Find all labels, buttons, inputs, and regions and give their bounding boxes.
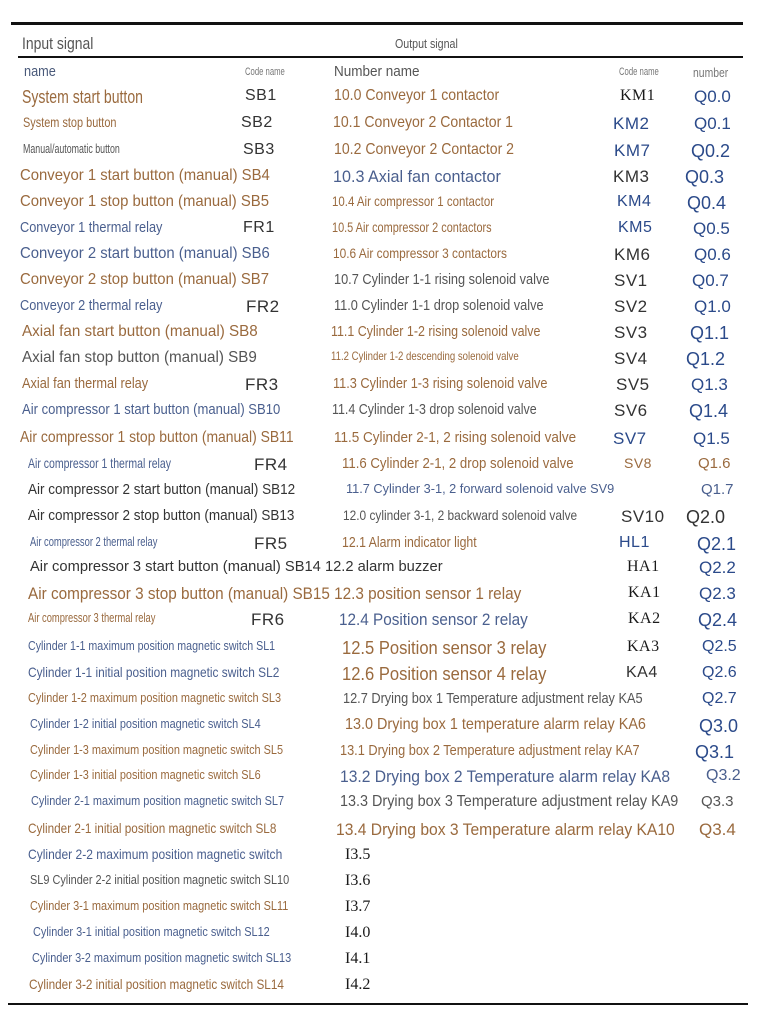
output-number-name: 10.2 Conveyor 2 Contactor 2 xyxy=(334,141,515,158)
output-number: Q2.4 xyxy=(698,610,738,630)
input-name: System start button xyxy=(22,87,143,107)
output-number-name: 10.3 Axial fan contactor xyxy=(333,167,501,186)
input-name: Cylinder 2-2 maximum position magnetic switch xyxy=(28,846,283,862)
input-code: SB3 xyxy=(243,141,275,158)
output-code: SV2 xyxy=(614,297,648,316)
output-number-name: 12.7 Drying box 1 Temperature adjustment relay KA5 xyxy=(343,690,643,707)
output-number-name: I4.1 xyxy=(345,950,371,967)
output-number: Q3.4 xyxy=(699,820,736,839)
output-number-name: 11.2 Cylinder 1-2 descending solenoid valve xyxy=(331,349,519,363)
output-number-name: 12.6 Position sensor 4 relay xyxy=(342,664,547,684)
output-number-name: 11.7 Cylinder 3-1, 2 forward solenoid valve SV9 xyxy=(346,481,615,496)
output-number-name: 12.4 Position sensor 2 relay xyxy=(339,610,528,629)
output-number: Q3.3 xyxy=(701,793,734,810)
output-number: Q2.7 xyxy=(702,690,737,707)
output-number-name: 11.5 Cylinder 2-1, 2 rising solenoid valve xyxy=(334,429,577,446)
output-number-name: 11.6 Cylinder 2-1, 2 drop solenoid valve xyxy=(342,455,574,472)
input-name: Cylinder 2-1 initial position magnetic switch SL8 xyxy=(28,820,277,836)
input-name: Cylinder 3-1 initial position magnetic switch SL12 xyxy=(33,924,270,939)
output-number: Q1.1 xyxy=(690,323,730,343)
output-code: KM2 xyxy=(613,114,650,133)
input-code: FR2 xyxy=(246,297,280,316)
output-number-name: 10.0 Conveyor 1 contactor xyxy=(334,87,500,104)
input-name: Conveyor 1 stop button (manual) SB5 xyxy=(20,193,269,210)
output-number: Q0.5 xyxy=(693,219,730,238)
input-code: FR3 xyxy=(245,375,279,394)
output-number-name: 13.1 Drying box 2 Temperature adjustment relay KA7 xyxy=(340,742,640,759)
input-code: FR5 xyxy=(254,534,288,553)
input-name: Cylinder 1-2 initial position magnetic switch SL4 xyxy=(30,716,261,731)
number-col-header: number xyxy=(693,65,729,80)
output-number-name: I3.7 xyxy=(345,898,371,915)
header-rule xyxy=(18,56,743,58)
output-number-name: 10.6 Air compressor 3 contactors xyxy=(333,245,507,261)
output-number: Q1.3 xyxy=(691,375,728,394)
output-number: Q0.6 xyxy=(694,245,731,264)
output-number: Q2.0 xyxy=(686,507,726,527)
input-name: Air compressor 1 start button (manual) SB10 xyxy=(22,401,281,418)
output-number-name: 12.0 cylinder 3-1, 2 backward solenoid valve xyxy=(343,507,578,523)
input-name: Manual/automatic button xyxy=(23,141,120,156)
output-code: HL1 xyxy=(619,534,650,551)
output-number-name: 13.2 Drying box 2 Temperature alarm relay KA8 xyxy=(340,767,671,786)
output-code: KM5 xyxy=(618,219,653,236)
output-number: Q1.7 xyxy=(701,481,734,498)
output-code: SV3 xyxy=(614,323,648,342)
output-number: Q1.2 xyxy=(686,349,726,369)
output-number-name: I3.5 xyxy=(345,846,371,863)
output-code: SV4 xyxy=(614,349,648,368)
output-number: Q2.3 xyxy=(699,584,736,603)
output-number: Q2.6 xyxy=(702,664,737,681)
output-number: Q0.4 xyxy=(687,193,727,213)
input-name: Air compressor 2 start button (manual) SB12 xyxy=(28,481,296,498)
output-number-name: 11.4 Cylinder 1-3 drop solenoid valve xyxy=(332,401,537,418)
output-number: Q0.7 xyxy=(692,271,729,290)
input-signal-header: Input signal xyxy=(22,34,94,53)
output-number-name: I3.6 xyxy=(345,872,371,889)
output-number-name: 10.7 Cylinder 1-1 rising solenoid valve xyxy=(334,271,550,288)
code-name-in-col-header: Code name xyxy=(245,66,285,78)
input-name: Air compressor 3 start button (manual) SB14 12.2 alarm buzzer xyxy=(30,558,443,575)
output-number-name: 11.1 Cylinder 1-2 rising solenoid valve xyxy=(331,323,541,340)
output-number: Q1.5 xyxy=(693,429,730,448)
input-name: Cylinder 1-3 initial position magnetic switch SL6 xyxy=(30,767,261,782)
code-name-out-col-header: Code name xyxy=(619,66,659,78)
output-number: Q1.6 xyxy=(698,455,731,472)
top-rule xyxy=(11,22,743,25)
output-number: Q1.0 xyxy=(694,297,731,316)
input-code: FR1 xyxy=(243,219,275,236)
output-code: KM7 xyxy=(614,141,651,160)
input-name: Air compressor 2 thermal relay xyxy=(30,534,158,549)
input-code: SB2 xyxy=(241,114,273,131)
output-code: SV10 xyxy=(621,507,665,526)
input-name: Conveyor 2 start button (manual) SB6 xyxy=(20,245,270,262)
output-code: KA1 xyxy=(628,584,661,601)
output-number-name: 11.3 Cylinder 1-3 rising solenoid valve xyxy=(333,375,548,392)
input-name: Conveyor 1 thermal relay xyxy=(20,219,163,236)
output-number: Q2.1 xyxy=(697,534,737,554)
output-number-name: 13.0 Drying box 1 temperature alarm relay KA6 xyxy=(345,716,646,733)
output-code: KA2 xyxy=(628,610,661,627)
output-number-name: 11.0 Cylinder 1-1 drop solenoid valve xyxy=(334,297,544,314)
input-code: FR4 xyxy=(254,455,288,474)
input-name: Cylinder 1-3 maximum position magnetic switch SL5 xyxy=(30,742,284,757)
input-name: Air compressor 1 thermal relay xyxy=(28,455,171,471)
output-number: Q0.2 xyxy=(691,141,731,161)
output-number: Q2.5 xyxy=(702,638,737,655)
input-name: Conveyor 2 thermal relay xyxy=(20,297,163,314)
output-number-name: 10.4 Air compressor 1 contactor xyxy=(332,193,495,209)
output-code: KM6 xyxy=(614,245,651,264)
input-name: SL9 Cylinder 2-2 initial position magnetic switch SL10 xyxy=(30,872,290,887)
input-name: Axial fan thermal relay xyxy=(22,375,149,392)
input-name: Air compressor 3 thermal relay xyxy=(28,610,156,625)
input-name: Air compressor 3 stop button (manual) SB15 12.3 position sensor 1 relay xyxy=(28,584,522,603)
output-code: SV6 xyxy=(614,401,648,420)
input-name: Conveyor 1 start button (manual) SB4 xyxy=(20,167,270,184)
bottom-rule xyxy=(8,1003,748,1005)
output-code: HA1 xyxy=(627,558,660,575)
input-name: Air compressor 1 stop button (manual) SB11 xyxy=(20,429,294,446)
output-number: Q1.4 xyxy=(689,401,729,421)
output-code: KA4 xyxy=(626,664,658,681)
output-code: SV5 xyxy=(616,375,650,394)
output-code: SV8 xyxy=(624,455,652,471)
input-name: Cylinder 1-2 maximum position magnetic switch SL3 xyxy=(28,690,282,705)
output-number: Q3.2 xyxy=(706,767,741,784)
output-code: KM1 xyxy=(620,87,656,104)
output-code: KM4 xyxy=(617,193,652,210)
input-name: Conveyor 2 stop button (manual) SB7 xyxy=(20,271,269,288)
output-code: SV1 xyxy=(614,271,648,290)
output-number: Q2.2 xyxy=(699,558,736,577)
input-name: Axial fan start button (manual) SB8 xyxy=(22,323,258,340)
output-number-name: 12.5 Position sensor 3 relay xyxy=(342,638,547,658)
input-code: SB1 xyxy=(245,87,277,104)
output-code: KM3 xyxy=(613,167,650,186)
output-number: Q3.0 xyxy=(699,716,739,736)
input-name: Cylinder 1-1 maximum position magnetic switch SL1 xyxy=(28,638,276,653)
output-number: Q0.1 xyxy=(694,114,731,133)
input-name: Cylinder 3-1 maximum position magnetic switch SL11 xyxy=(30,898,289,913)
output-number-name: 13.3 Drying box 3 Temperature adjustment relay KA9 xyxy=(340,793,679,810)
output-number-name: I4.2 xyxy=(345,976,371,993)
output-code: KA3 xyxy=(627,638,660,655)
input-name: Air compressor 2 stop button (manual) SB13 xyxy=(28,507,295,524)
output-number-name: I4.0 xyxy=(345,924,371,941)
input-name: Cylinder 3-2 initial position magnetic switch SL14 xyxy=(29,976,284,992)
output-number-name: 13.4 Drying box 3 Temperature alarm relay KA10 xyxy=(336,820,675,839)
input-name: Cylinder 3-2 maximum position magnetic switch SL13 xyxy=(32,950,292,965)
input-name: System stop button xyxy=(23,114,117,130)
input-name: Axial fan stop button (manual) SB9 xyxy=(22,349,257,366)
output-code: SV7 xyxy=(613,429,647,448)
output-signal-header: Output signal xyxy=(395,36,458,51)
output-number: Q0.3 xyxy=(685,167,725,187)
number-name-col-header: Number name xyxy=(334,63,420,80)
input-name: Cylinder 1-1 initial position magnetic switch SL2 xyxy=(28,664,280,680)
output-number: Q3.1 xyxy=(695,742,735,762)
output-number-name: 12.1 Alarm indicator light xyxy=(342,534,477,551)
output-number-name: 10.1 Conveyor 2 Contactor 1 xyxy=(333,114,514,131)
output-number: Q0.0 xyxy=(694,87,731,106)
input-code: FR6 xyxy=(251,610,285,629)
output-number-name: 10.5 Air compressor 2 contactors xyxy=(332,219,492,235)
input-name: Cylinder 2-1 maximum position magnetic switch SL7 xyxy=(31,793,285,808)
name-col-header: name xyxy=(24,63,56,80)
